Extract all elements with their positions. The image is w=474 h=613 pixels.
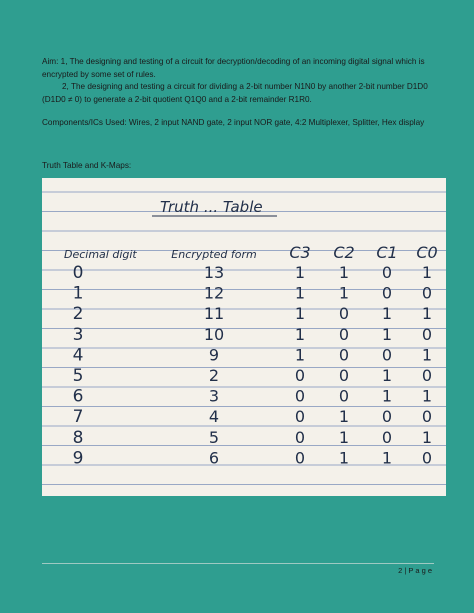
sheet-cell: 1	[421, 386, 433, 406]
sheet-cell: 1	[381, 304, 393, 324]
sheet-cell: 0	[338, 386, 350, 406]
sheet-cell: 0	[381, 345, 393, 365]
sheet-header-1: Encrypted form	[171, 248, 257, 261]
sheet-header-5: C0	[416, 243, 438, 262]
aim-section	[42, 56, 442, 106]
sheet-cell: 4	[208, 407, 220, 427]
sheet-cell: 1	[338, 283, 350, 303]
sheet-cell: 0	[421, 407, 433, 427]
sheet-cell: 0	[338, 366, 350, 385]
sheet-title: Truth ... Table	[160, 198, 263, 216]
sheet-cell: 0	[294, 427, 306, 447]
sheet-cell: 1	[421, 304, 433, 324]
sheet-header-0: Decimal digit	[64, 248, 137, 261]
sheet-cell: 5	[208, 427, 220, 447]
sheet-header-2: C3	[289, 243, 311, 262]
sheet-cell: 13	[203, 263, 225, 282]
sheet-cell: 6	[72, 386, 84, 407]
sheet-cell: 0	[421, 324, 433, 344]
sheet-cell: 3	[208, 386, 220, 406]
sheet-cell: 0	[421, 448, 433, 468]
sheet-cell: 1	[338, 427, 350, 447]
sheet-cell: 1	[294, 345, 306, 365]
sheet-cell: 1	[381, 324, 393, 344]
aim-line-1: Aim: 1, The designing and testing of a circuit for decryption/decoding of an incoming digital signal which is encrypted by some set of rules.	[42, 57, 425, 79]
sheet-cell: 0	[338, 345, 350, 365]
sheet-cell: 9	[208, 345, 220, 365]
sheet-cell: 1	[338, 448, 350, 468]
sheet-cell: 1	[294, 324, 306, 344]
sheet-cell: 0	[294, 407, 306, 427]
sheet-cell: 2	[208, 366, 220, 385]
handwritten-truth-table-photo	[42, 178, 446, 496]
sheet-header-3: C2	[333, 243, 355, 262]
sheet-cell: 0	[421, 366, 433, 385]
sheet-cell: 1	[421, 427, 433, 447]
sheet-cell: 1	[338, 407, 350, 427]
notebook-sheet	[42, 178, 446, 496]
truth-table-heading: Truth Table and K-Maps:	[42, 161, 132, 170]
sheet-cell: 0	[294, 386, 306, 406]
sheet-cell: 0	[338, 324, 350, 344]
sheet-cell: 0	[381, 427, 393, 447]
aim-line-2: 2, The designing and testing a circuit for dividing a 2-bit number N1N0 by another 2-bit number D1D0 (D1D0 ≠ 0) to generate a 2-bit quotient Q1Q0 and a 2-bit remainder R1R0.	[42, 82, 428, 104]
page-number: 2 | P a g e	[398, 566, 432, 575]
sheet-cell: 1	[294, 283, 306, 303]
sheet-cell: 1	[421, 345, 433, 365]
sheet-cell: 0	[421, 283, 433, 303]
sheet-cell: 5	[72, 366, 84, 386]
sheet-cell: 1	[381, 448, 393, 468]
sheet-cell: 1	[338, 263, 350, 282]
sheet-cell: 0	[381, 283, 393, 303]
sheet-cell: 6	[208, 448, 220, 468]
sheet-cell: 0	[294, 448, 306, 468]
sheet-cell: 2	[72, 304, 84, 325]
sheet-cell: 10	[203, 324, 225, 344]
sheet-cell: 1	[421, 263, 433, 282]
sheet-cell: 1	[381, 386, 393, 406]
sheet-cell: 3	[72, 324, 84, 345]
footer-divider	[42, 563, 434, 564]
sheet-cell: 12	[203, 283, 225, 303]
sheet-cell: 0	[381, 407, 393, 427]
sheet-cell: 11	[203, 304, 225, 324]
sheet-cell: 0	[381, 263, 393, 282]
sheet-cell: 1	[381, 366, 393, 385]
sheet-cell: 7	[72, 407, 84, 428]
sheet-cell: 1	[72, 283, 84, 304]
sheet-cell: 1	[294, 263, 306, 282]
sheet-cell: 0	[294, 366, 306, 385]
sheet-cell: 0	[72, 263, 84, 283]
components-paragraph: Components/ICs Used: Wires, 2 input NAND gate, 2 input NOR gate, 4:2 Multiplexer, Splitter, Hex display	[42, 118, 425, 127]
sheet-cell: 1	[294, 304, 306, 324]
sheet-cell: 4	[72, 345, 84, 366]
sheet-cell: 8	[72, 427, 84, 448]
sheet-header-4: C1	[376, 243, 398, 262]
sheet-cell: 9	[72, 448, 84, 469]
sheet-cell: 0	[338, 304, 350, 324]
